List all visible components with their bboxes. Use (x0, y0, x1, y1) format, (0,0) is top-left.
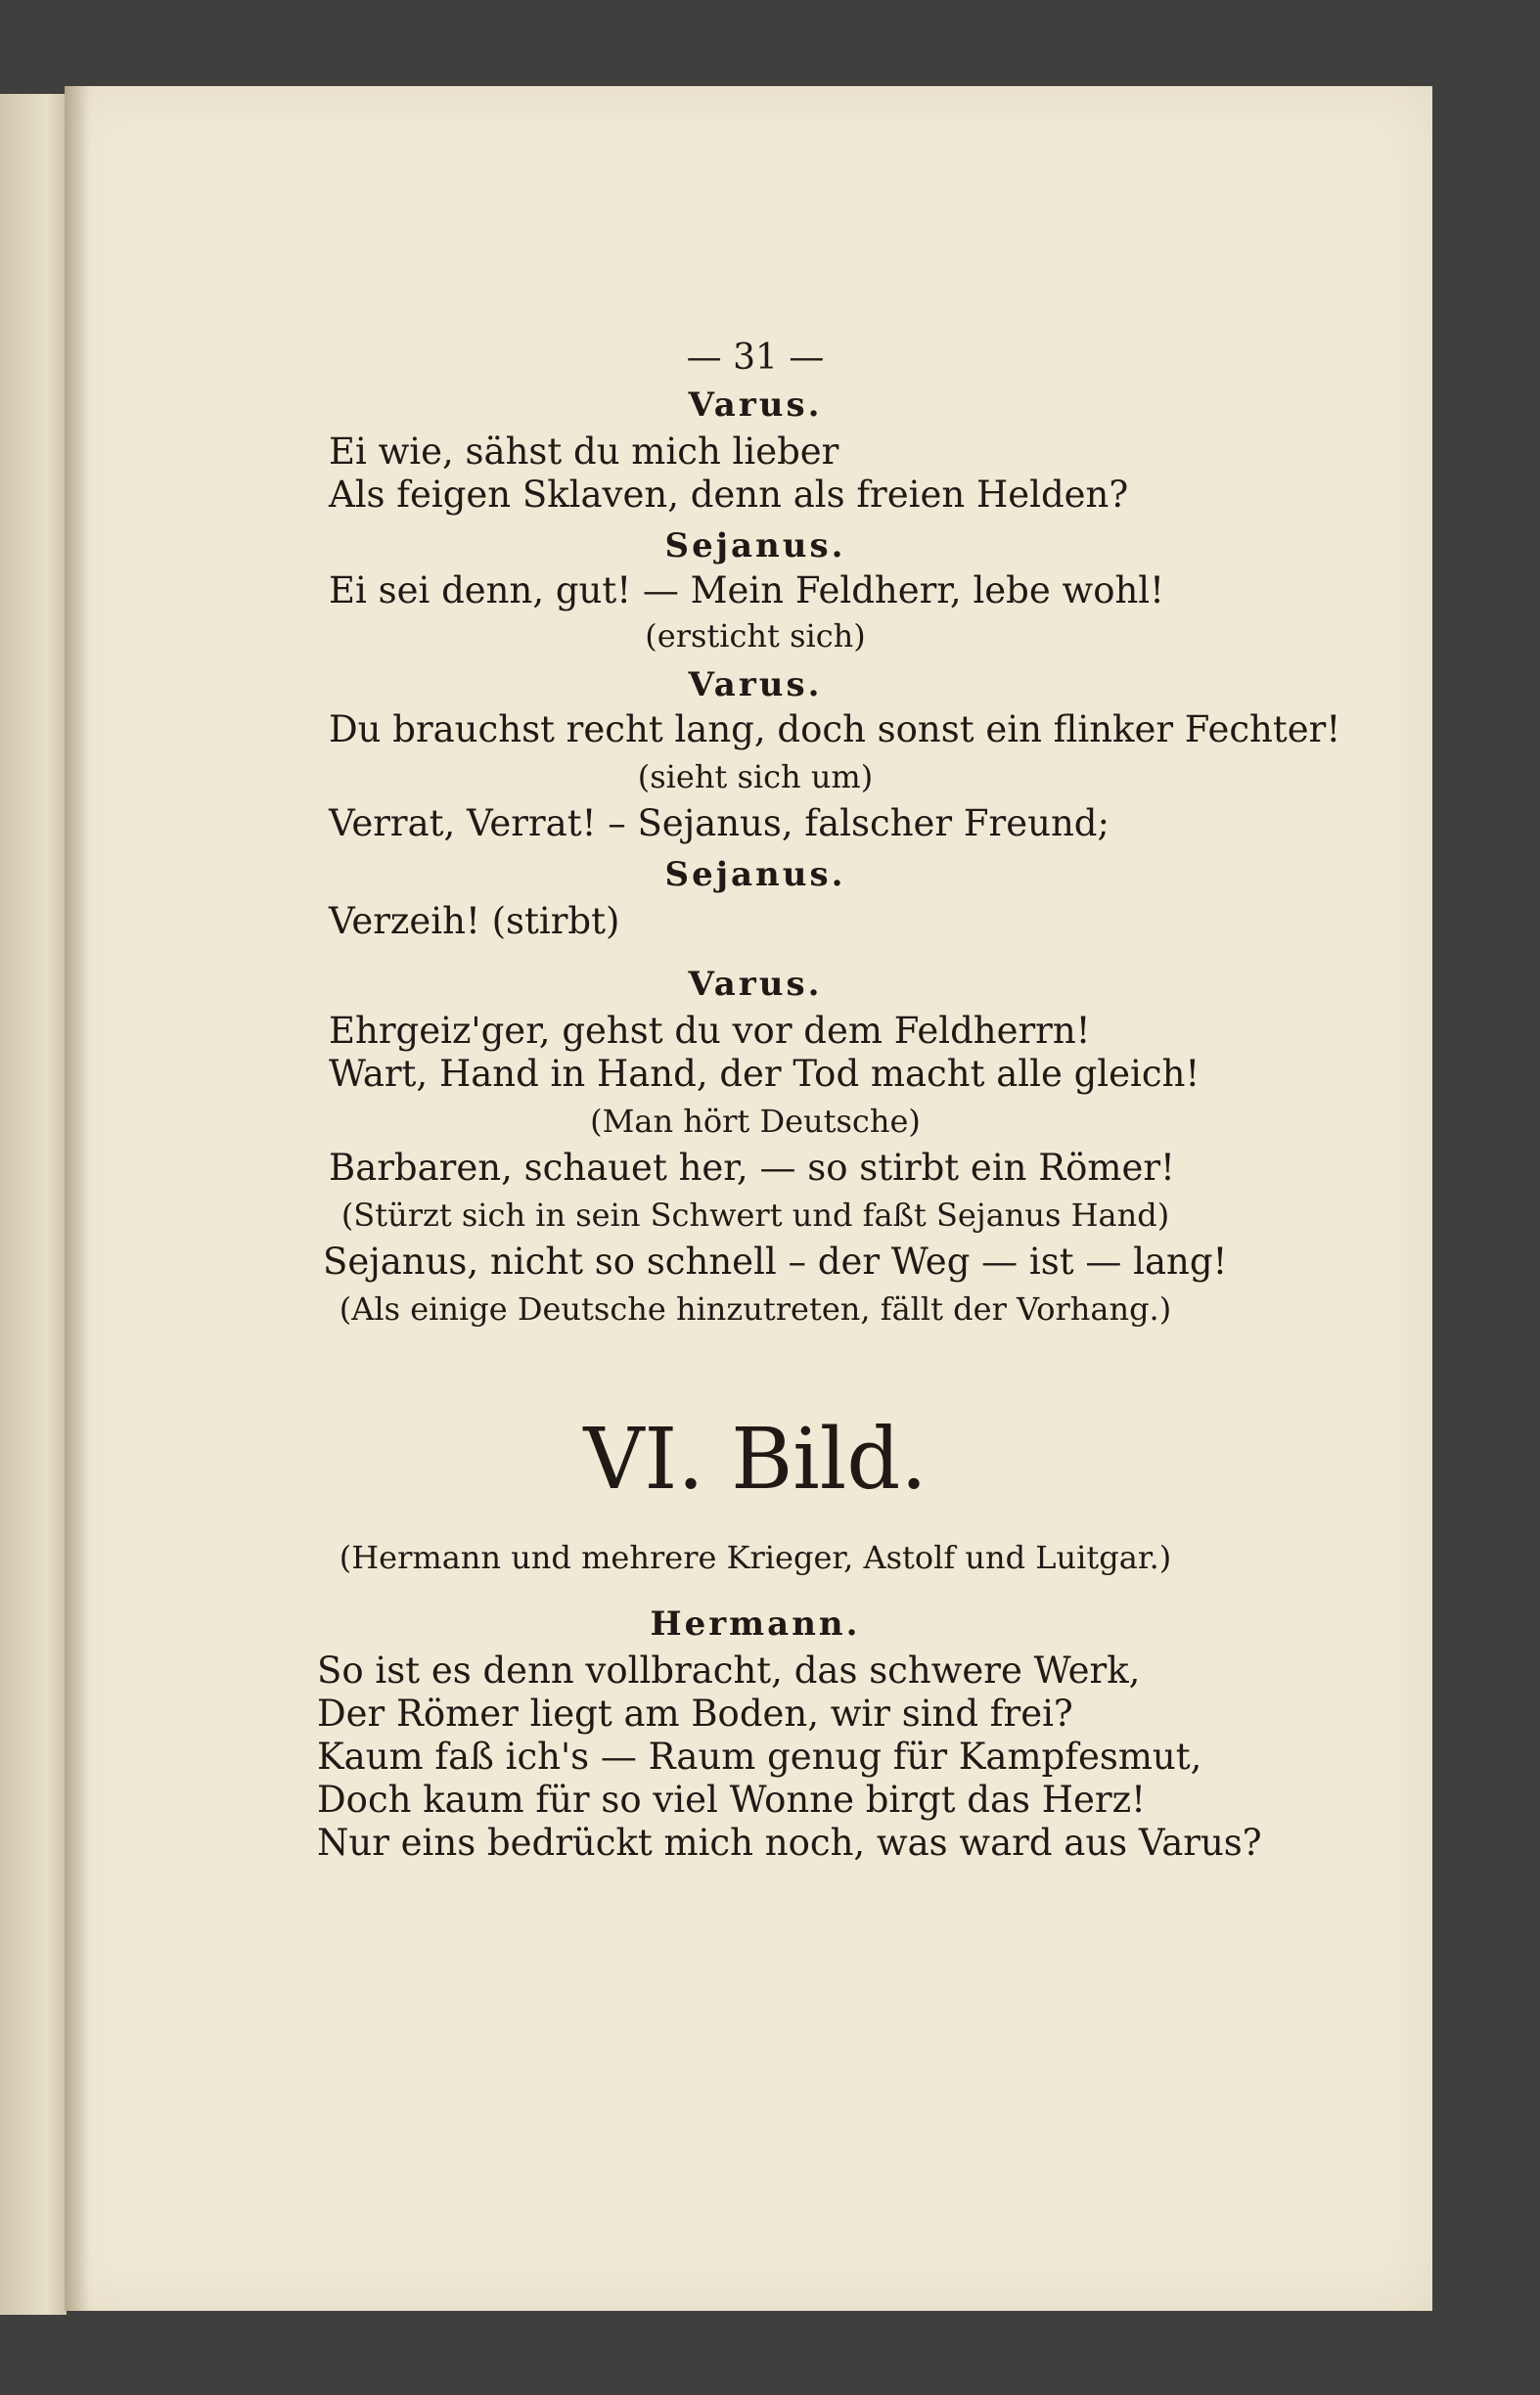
page-number: — 31 — (686, 338, 825, 378)
book-page (65, 86, 1432, 2311)
verse-line: So ist es denn vollbracht, das schwere Werk, (317, 1649, 1141, 1692)
speaker-sejanus-2: Sejanus. (664, 855, 846, 894)
verse-line: Doch kaum für so viel Wonne birgt das Herz! (317, 1779, 1146, 1821)
stage-direction: (Stürzt sich in sein Schwert und faßt Sejanus Hand) (340, 1197, 1170, 1234)
verse-line: Nur eins bedrückt mich noch, was ward aus Varus? (317, 1822, 1262, 1864)
verse-line: Ei sei denn, gut! — Mein Feldherr, lebe wohl! (329, 569, 1164, 611)
verse-line: Du brauchst recht lang, doch sonst ein flinker Fechter! (329, 708, 1341, 750)
speaker-varus-1: Varus. (688, 385, 823, 425)
stage-direction: (Man hört Deutsche) (590, 1103, 921, 1140)
facing-page-edge (0, 94, 67, 2315)
verse-line: Ehrgeiz'ger, gehst du vor dem Feldherrn! (329, 1010, 1091, 1052)
verse-line: Verrat, Verrat! – Sejanus, falscher Freund; (329, 802, 1110, 844)
section-title: VI. Bild. (583, 1411, 928, 1509)
verse-line: Wart, Hand in Hand, der Tod macht alle gleich! (329, 1053, 1200, 1095)
speaker-varus-3: Varus. (688, 965, 823, 1004)
speaker-hermann: Hermann. (650, 1604, 861, 1644)
verse-line: Verzeih! (stirbt) (329, 900, 620, 942)
verse-line: Der Römer liegt am Boden, wir sind frei? (317, 1693, 1073, 1735)
stage-direction: (Als einige Deutsche hinzutreten, fällt der Vorhang.) (339, 1290, 1172, 1328)
verse-line: Barbaren, schauet her, — so stirbt ein Römer! (329, 1147, 1175, 1189)
verse-line: Als feigen Sklaven, denn als freien Helden? (329, 474, 1129, 516)
stage-direction: (sieht sich um) (637, 758, 874, 795)
page-gutter-shadow (65, 86, 90, 2311)
speaker-varus-2: Varus. (688, 665, 823, 704)
stage-direction: (ersticht sich) (645, 617, 866, 655)
section-stage-direction: (Hermann und mehrere Krieger, Astolf und Luitgar.) (339, 1539, 1172, 1576)
verse-line: Sejanus, nicht so schnell – der Weg — ist — lang! (323, 1241, 1228, 1283)
speaker-sejanus-1: Sejanus. (664, 526, 846, 565)
verse-line: Kaum faß ich's — Raum genug für Kampfesmut, (317, 1736, 1202, 1778)
verse-line: Ei wie, sähst du mich lieber (329, 430, 839, 473)
